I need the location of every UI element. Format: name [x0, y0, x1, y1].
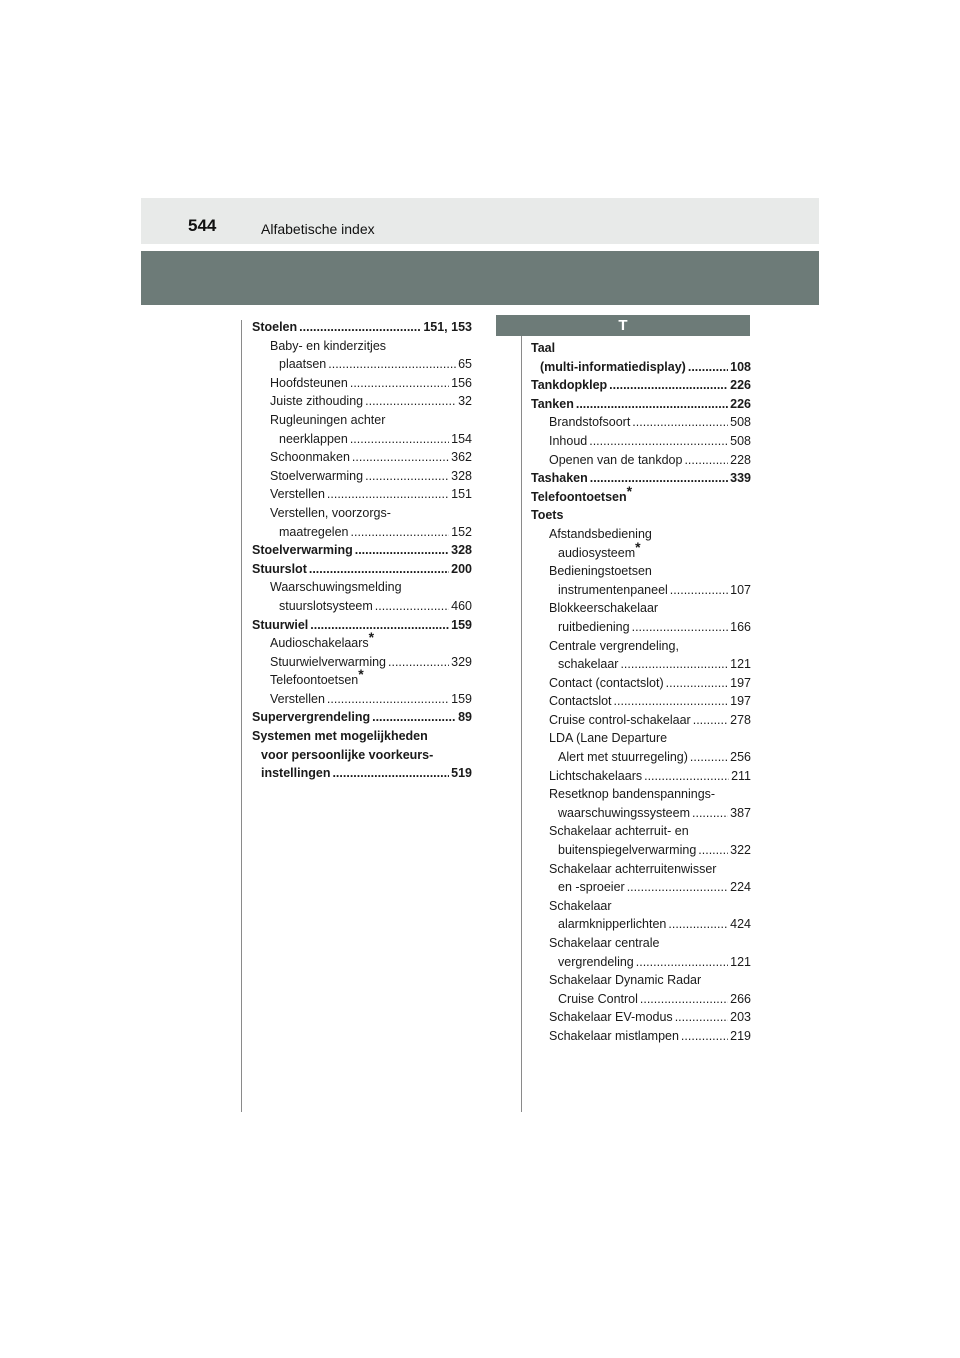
index-entry [252, 597, 472, 616]
dot-leader [627, 878, 728, 897]
asterisk-marker: * [635, 538, 641, 555]
entry-term: Verstellen [270, 487, 325, 502]
entry-term: Blokkeerschakelaar [549, 601, 659, 616]
dot-leader [690, 748, 728, 767]
index-column-left [252, 318, 472, 783]
entry-term: Baby- en kinderzitjes [270, 338, 387, 353]
index-entry [531, 599, 751, 618]
asterisk-marker: * [368, 628, 375, 645]
index-entry [252, 690, 472, 709]
index-entry [252, 746, 472, 765]
index-entry [531, 767, 751, 786]
entry-term: instrumentenpaneel [558, 582, 668, 597]
entry-page: 322 [730, 843, 751, 858]
index-entry [252, 523, 472, 542]
index-entry [252, 337, 472, 356]
entry-term: Stoelverwarming [270, 468, 364, 483]
dot-leader [640, 990, 728, 1009]
index-entry [252, 374, 472, 393]
entry-term: Schakelaar centrale [549, 936, 660, 950]
index-entry [531, 413, 751, 432]
dot-leader [609, 376, 728, 395]
entry-term: Taal [531, 341, 556, 355]
index-entry [531, 562, 751, 581]
index-entry [252, 578, 472, 597]
entry-page: 508 [730, 433, 751, 448]
index-entry [252, 318, 472, 337]
entry-term: Telefoontoetsen [531, 489, 627, 504]
index-entry [531, 953, 751, 972]
entry-page: 339 [730, 471, 751, 486]
entry-term: Cruise Control [558, 991, 638, 1006]
entry-page: 32 [458, 394, 472, 409]
dot-leader [668, 915, 728, 934]
entry-page: 108 [730, 359, 751, 374]
entry-term: Toets [531, 508, 564, 523]
entry-page: 166 [730, 619, 751, 634]
index-entry [252, 504, 472, 523]
entry-term: Tankdopklep [531, 378, 608, 393]
entry-term: Openen van de tankdop [549, 452, 683, 467]
entry-page: 224 [730, 880, 751, 895]
index-entry [252, 411, 472, 430]
entry-term: audiosysteem [558, 545, 636, 560]
entry-term: instellingen [261, 766, 331, 781]
dot-leader [328, 355, 456, 374]
index-entry [531, 748, 751, 767]
index-entry [252, 392, 472, 411]
index-entry [531, 482, 751, 507]
index-entry [531, 432, 751, 451]
entry-term: Brandstofsoort [549, 415, 631, 430]
entry-page: 508 [730, 415, 751, 430]
entry-term: Bedieningstoetsen [549, 564, 652, 579]
entry-page: 89 [458, 710, 472, 725]
index-entry [531, 655, 751, 674]
dot-leader [675, 1008, 728, 1027]
index-entry [531, 990, 751, 1009]
entry-term: Rugleuningen achter [270, 412, 386, 427]
index-entry [531, 692, 751, 711]
dot-leader [375, 597, 449, 616]
dot-leader [309, 560, 449, 579]
entry-term: Resetknop bandenspannings- [549, 787, 716, 802]
dot-leader [614, 692, 729, 711]
dot-leader [693, 711, 728, 730]
entry-page: 107 [730, 582, 751, 597]
entry-term: buitenspiegelverwarming [558, 843, 697, 858]
index-entry [252, 727, 472, 746]
entry-page: 266 [730, 991, 751, 1006]
dot-leader [632, 413, 728, 432]
dot-leader [350, 430, 449, 449]
index-column-right [531, 339, 751, 1046]
entry-term: Tashaken [531, 471, 588, 486]
index-entry [252, 616, 472, 635]
index-entry [531, 729, 751, 748]
middle-column-rule [521, 320, 522, 1112]
entry-term: Telefoontoetsen [270, 673, 359, 688]
entry-page: 156 [451, 375, 472, 390]
index-entry [252, 430, 472, 449]
index-entry [531, 1027, 751, 1046]
entry-term: Stuurwielverwarming [270, 654, 387, 669]
entry-term: Centrale vergrendeling, [549, 638, 679, 653]
entry-page: 65 [458, 357, 472, 372]
dot-leader [632, 618, 729, 637]
dot-leader [388, 653, 449, 672]
dot-leader [310, 616, 449, 635]
dot-leader [365, 392, 456, 411]
entry-term: en -sproeier [558, 880, 625, 895]
index-entry [531, 1008, 751, 1027]
entry-page: 152 [451, 524, 472, 539]
entry-term: Verstellen, voorzorgs- [270, 505, 391, 520]
dot-leader [332, 764, 449, 783]
dot-leader [636, 953, 728, 972]
entry-page: 203 [730, 1010, 751, 1025]
entry-term: Audioschakelaars [270, 636, 369, 651]
entry-page: 197 [730, 675, 751, 690]
dot-leader [688, 358, 728, 377]
dot-leader [670, 581, 728, 600]
dot-leader [589, 432, 728, 451]
entry-page: 328 [451, 543, 472, 558]
index-entry [252, 467, 472, 486]
entry-term: Juiste zithouding [270, 394, 364, 409]
index-entry [252, 764, 472, 783]
entry-term: Cruise control-schakelaar [549, 712, 691, 727]
index-entry [252, 541, 472, 560]
dot-leader [365, 467, 449, 486]
index-entry [531, 915, 751, 934]
entry-term: Contactslot [549, 694, 612, 709]
dot-leader [620, 655, 728, 674]
entry-page: 154 [451, 431, 472, 446]
index-entry [252, 666, 472, 690]
dot-leader [350, 374, 449, 393]
entry-term: Afstandsbediening [549, 526, 652, 541]
entry-page: 278 [730, 712, 751, 727]
index-entry [531, 525, 751, 544]
entry-term: voor persoonlijke voorkeurs- [261, 747, 434, 762]
dot-leader [644, 767, 729, 786]
dot-leader [327, 690, 449, 709]
header-band [141, 198, 819, 244]
entry-term: Stuurslot [252, 561, 307, 576]
entry-term: LDA (Lane Departure [549, 731, 668, 746]
entry-page: 151 [451, 487, 472, 502]
index-entry [531, 934, 751, 953]
entry-term: Systemen met mogelijkheden [252, 729, 428, 744]
entry-term: Schakelaar [549, 898, 612, 913]
index-entry [252, 448, 472, 467]
entry-term: waarschuwingssysteem [558, 805, 690, 820]
index-entry [531, 469, 751, 488]
entry-term: maatregelen [279, 524, 349, 539]
entry-page: 159 [451, 691, 472, 706]
entry-term: Contact (contactslot) [549, 675, 664, 690]
entry-term: Schakelaar achterruit- en [549, 824, 689, 839]
asterisk-marker: * [358, 666, 364, 683]
entry-page: 228 [730, 452, 751, 467]
index-entry [531, 358, 751, 377]
index-entry [531, 860, 751, 879]
entry-page: 424 [730, 917, 751, 932]
dot-leader [576, 395, 728, 414]
index-entry [531, 637, 751, 656]
entry-page: 460 [451, 598, 472, 613]
left-column-rule [241, 320, 242, 1112]
index-entry [531, 822, 751, 841]
entry-term: Lichtschakelaars [549, 768, 643, 783]
entry-term: neerklappen [279, 431, 348, 446]
entry-page: 226 [730, 396, 751, 411]
index-entry [531, 538, 751, 563]
index-entry [531, 878, 751, 897]
index-entry [531, 897, 751, 916]
entry-page: 328 [451, 468, 472, 483]
dot-leader [590, 469, 728, 488]
entry-term: alarmknipperlichten [558, 917, 667, 932]
section-title: Alfabetische index [261, 221, 375, 237]
entry-term: Schakelaar achterruitenwisser [549, 861, 717, 876]
entry-page: 387 [730, 805, 751, 820]
dot-leader [684, 451, 728, 470]
entry-term: Alert met stuurregeling) [558, 750, 688, 765]
index-entry [531, 711, 751, 730]
entry-term: Schakelaar Dynamic Radar [549, 973, 702, 988]
index-entry [531, 971, 751, 990]
entry-page: 200 [451, 561, 472, 576]
entry-term: Schakelaar mistlampen [549, 1028, 679, 1043]
page-number: 544 [188, 216, 217, 235]
dot-leader [351, 523, 450, 542]
index-entry [252, 628, 472, 653]
entry-page: 151, 153 [423, 320, 472, 334]
dot-leader [681, 1027, 728, 1046]
entry-page: 329 [451, 654, 472, 669]
entry-page: 256 [730, 750, 751, 765]
entry-page: 219 [730, 1028, 751, 1043]
dot-leader [352, 448, 449, 467]
index-entry [252, 355, 472, 374]
decorative-band [141, 251, 819, 305]
entry-term: Inhoud [549, 433, 588, 448]
index-entry [531, 376, 751, 395]
entry-page: 226 [730, 378, 751, 393]
index-entry [252, 485, 472, 504]
index-entry [531, 451, 751, 470]
index-entry [531, 339, 751, 358]
entry-term: vergrendeling [558, 954, 634, 969]
entry-term: plaatsen [279, 357, 327, 372]
entry-term: Supervergrendeling [252, 710, 371, 725]
entry-term: Stoelverwarming [252, 543, 353, 558]
entry-term: ruitbediening [558, 619, 630, 634]
index-entry [531, 395, 751, 414]
index-entry [531, 785, 751, 804]
index-entry [531, 581, 751, 600]
entry-page: 362 [451, 450, 472, 465]
index-entry [531, 674, 751, 693]
dot-leader [692, 804, 728, 823]
entry-page: 121 [730, 657, 751, 672]
entry-term: Stuurwiel [252, 617, 309, 632]
letter-heading: T [496, 315, 750, 336]
entry-page: 197 [730, 694, 751, 709]
entry-term: Stoelen [252, 320, 298, 334]
dot-leader [698, 841, 728, 860]
index-entry [252, 560, 472, 579]
entry-term: (multi-informatiedisplay) [540, 359, 686, 374]
entry-term: Schoonmaken [270, 450, 350, 465]
asterisk-marker: * [626, 482, 633, 499]
dot-leader [666, 674, 729, 693]
entry-term: schakelaar [558, 657, 619, 672]
index-entry [531, 506, 751, 525]
entry-term: Hoofdsteunen [270, 375, 348, 390]
dot-leader [372, 708, 456, 727]
index-entry [252, 708, 472, 727]
index-entry [531, 841, 751, 860]
entry-term: Verstellen [270, 691, 325, 706]
entry-term: Schakelaar EV-modus [549, 1010, 673, 1025]
entry-page: 121 [730, 954, 751, 969]
entry-term: Waarschuwingsmelding [270, 580, 402, 595]
dot-leader [355, 541, 449, 560]
entry-page: 211 [731, 768, 751, 783]
entry-term: Tanken [531, 396, 574, 411]
index-entry [531, 804, 751, 823]
entry-term: stuurslotsysteem [279, 598, 373, 613]
dot-leader [299, 318, 421, 337]
entry-page: 519 [451, 766, 472, 781]
index-entry [531, 618, 751, 637]
dot-leader [327, 485, 449, 504]
entry-page: 159 [451, 617, 472, 632]
